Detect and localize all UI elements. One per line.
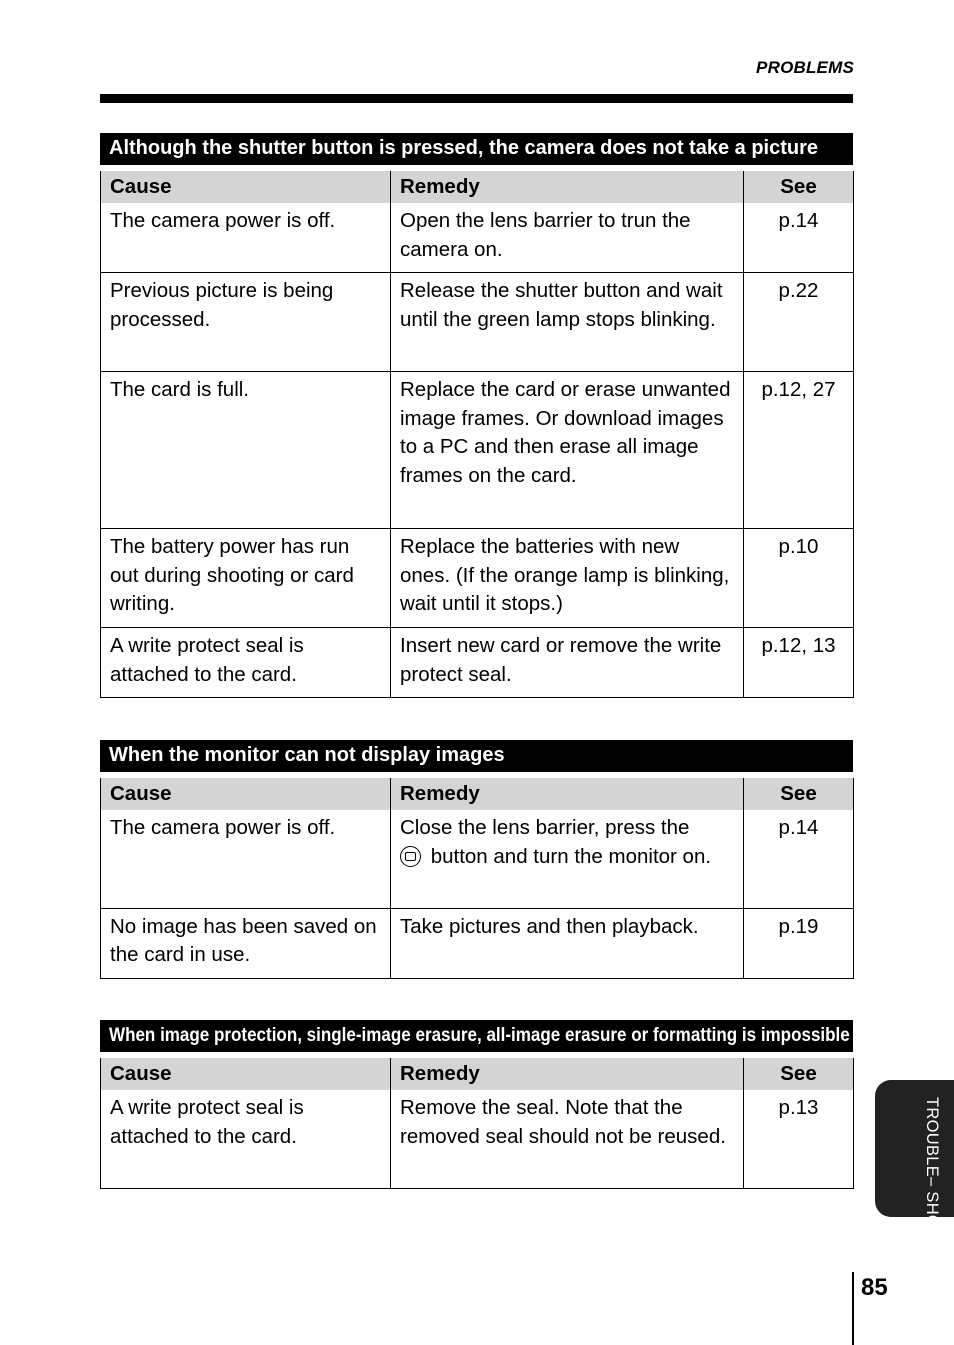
cause-cell: A write protect seal is attached to the card. bbox=[101, 628, 391, 698]
table-header-row bbox=[101, 778, 854, 810]
remedy-text: Close the lens barrier, press the bbox=[400, 816, 690, 839]
side-tab-label: TROUBLE– SHOOTING bbox=[923, 1097, 941, 1282]
trouble-table bbox=[100, 171, 854, 698]
cause-header: Cause bbox=[101, 171, 391, 203]
remedy-cell: Open the lens barrier to trun the camera on. bbox=[391, 203, 744, 273]
cause-cell: The camera power is off. bbox=[101, 203, 391, 273]
see-cell: p.13 bbox=[744, 1090, 854, 1188]
section-shutter bbox=[100, 133, 853, 698]
section-title: When the monitor can not display images bbox=[100, 740, 853, 772]
table-row bbox=[101, 628, 854, 698]
see-cell: p.22 bbox=[744, 273, 854, 372]
cause-cell: The battery power has run out during shooting or card writing. bbox=[101, 529, 391, 628]
table-header-row bbox=[101, 1058, 854, 1090]
cause-cell: A write protect seal is attached to the card. bbox=[101, 1090, 391, 1188]
table-row bbox=[101, 908, 854, 978]
remedy-cell: Release the shutter button and wait until the green lamp stops blinking. bbox=[391, 273, 744, 372]
table-row bbox=[101, 810, 854, 908]
trouble-table bbox=[100, 778, 854, 979]
cause-header: Cause bbox=[101, 1058, 391, 1090]
remedy-cell: Remove the seal. Note that the removed seal should not be reused. bbox=[391, 1090, 744, 1188]
trouble-table bbox=[100, 1058, 854, 1189]
cause-cell: No image has been saved on the card in use. bbox=[101, 908, 391, 978]
remedy-cell bbox=[391, 810, 744, 908]
cause-header: Cause bbox=[101, 778, 391, 810]
cause-cell: The camera power is off. bbox=[101, 810, 391, 908]
table-header-row bbox=[101, 171, 854, 203]
see-cell: p.14 bbox=[744, 203, 854, 273]
remedy-header: Remedy bbox=[391, 1058, 744, 1090]
running-head: PROBLEMS bbox=[756, 58, 854, 77]
remedy-header: Remedy bbox=[391, 171, 744, 203]
see-cell: p.19 bbox=[744, 908, 854, 978]
section-title: When image protection, single-image erasure, all-image erasure or formatting is impossible bbox=[100, 1020, 853, 1052]
remedy-cell: Replace the card or erase unwanted image frames. Or download images to a PC and then erase all image frames on the card. bbox=[391, 372, 744, 529]
table-row bbox=[101, 203, 854, 273]
page-number: 85 bbox=[861, 1274, 888, 1301]
cause-cell: Previous picture is being processed. bbox=[101, 273, 391, 372]
see-header: See bbox=[744, 1058, 854, 1090]
remedy-header: Remedy bbox=[391, 778, 744, 810]
see-header: See bbox=[744, 778, 854, 810]
see-cell: p.12, 13 bbox=[744, 628, 854, 698]
remedy-cell: Replace the batteries with new ones. (If the orange lamp is blinking, wait until it stops.) bbox=[391, 529, 744, 628]
see-cell: p.12, 27 bbox=[744, 372, 854, 529]
top-rule bbox=[100, 94, 853, 103]
remedy-cell: Insert new card or remove the write protect seal. bbox=[391, 628, 744, 698]
monitor-button-icon bbox=[400, 846, 421, 867]
page-number-rule bbox=[852, 1272, 854, 1345]
table-row bbox=[101, 529, 854, 628]
remedy-text: button and turn the monitor on. bbox=[430, 844, 712, 868]
table-row bbox=[101, 273, 854, 372]
cause-cell: The card is full. bbox=[101, 372, 391, 529]
see-cell: p.10 bbox=[744, 529, 854, 628]
see-cell: p.14 bbox=[744, 810, 854, 908]
table-row bbox=[101, 1090, 854, 1188]
see-header: See bbox=[744, 171, 854, 203]
remedy-cell: Take pictures and then playback. bbox=[391, 908, 744, 978]
table-row bbox=[101, 372, 854, 529]
section-protection bbox=[100, 1020, 853, 1189]
section-monitor bbox=[100, 740, 853, 979]
section-title: Although the shutter button is pressed, the camera does not take a picture bbox=[100, 133, 853, 165]
